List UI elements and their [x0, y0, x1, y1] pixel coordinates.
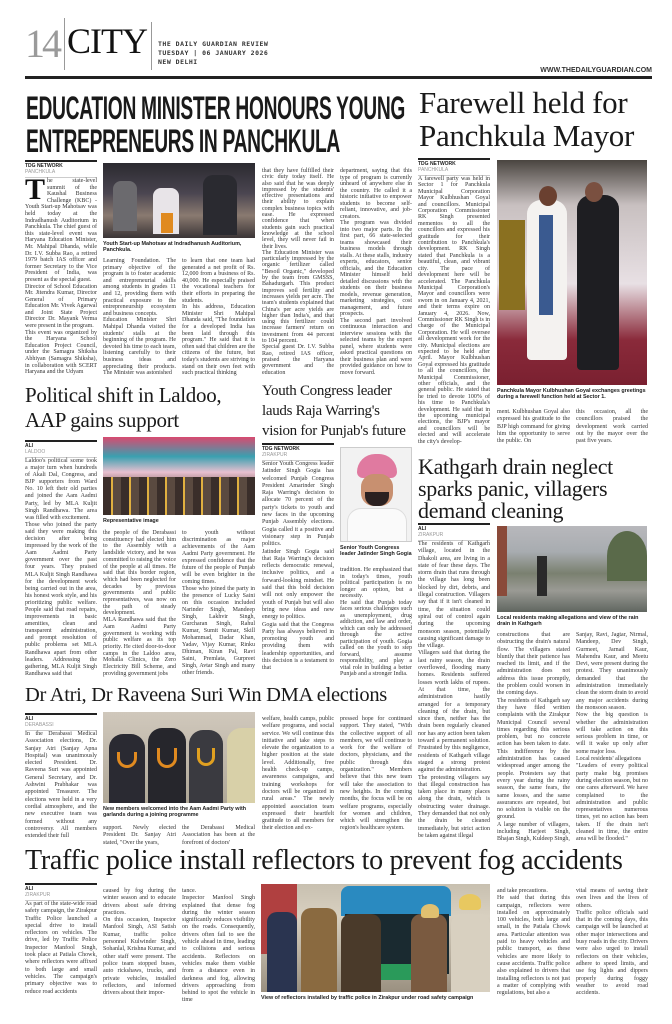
byline-rule [25, 713, 97, 715]
byline-author: ALI [25, 716, 34, 722]
youth-col-1: Senior Youth Congress leader Jatinder Singh Gogia has welcomed Punjab Congress President Amarinder Singh Raja Warring's decision to allocate 70 percent of the party's tickets to youth and new faces in the upcoming Punjab Assembly elections. Gogia called it a positive and visionary step in Punjab politics. Jatinder Singh Gogia said that Raja Warring's decision reflects democratic renewal, inclusive politics, and a forward-looking mindset. He said that this bold decision will not only empower the youth of Punjab but will also bring new ideas and new energy to politics. Gogia said that the Congress Party has always believed in promoting youth and providing them with leadership opportunities, and this decision is a testament to that [262, 461, 334, 672]
farewell-headline [419, 86, 634, 152]
youth-byline [262, 446, 334, 461]
section-title: CITY [67, 21, 147, 61]
byline-rule [418, 523, 490, 525]
farewell-byline [418, 161, 490, 176]
byline-location: DERABASSI [25, 722, 97, 731]
byline-location: ZIRAKPUR [262, 452, 334, 461]
byline-location: ZIRAKPUR [418, 532, 490, 541]
header-rule [25, 76, 652, 79]
dma-col-1: In the Derabassi Medical Association elections, Dr. Sanjay Atri (Sanjay Apna Hospital) was unanimously elected President. Dr. Raveena Suri was appointed General Secretary, and Dr. Ashwini Prabhakar was appointed Treasurer. The elections were held in a very cordial atmosphere, and the new executive team was formed without any controversy. All members extended their full [25, 731, 97, 840]
byline-location: LALDOO [25, 449, 97, 458]
website-link[interactable]: WWW.THEDAILYGUARDIAN.COM [540, 67, 652, 74]
page-number: 14 [25, 21, 59, 66]
headline-line: AAP gains support [25, 408, 179, 432]
laldoo-caption: Representative image [103, 518, 159, 524]
headline-line: lauds Raja Warring's [262, 403, 380, 419]
dma-col-4: welfare, health camps, public welfare programs, and social service. We will continue this initiative and take steps to elevate the organization to a higher position at the state level. Additionally, free health check-up camps, awareness campaigns, and training workshops for doctors will be organized in rural areas." The newly appointed association team expressed their heartfelt gratitude to all members for their election and ex- [262, 716, 334, 832]
paper-name: THE DAILY GUARDIAN REVIEW [158, 40, 269, 48]
education-photo [103, 163, 255, 238]
byline-author: TDG NETWORK [25, 163, 63, 169]
byline-rule [262, 443, 334, 445]
kathgarh-caption: Local residents making allegations and view of the rain drain in Kathgarh [497, 615, 639, 628]
kathgarh-col-1: The residents of Kathgarh village, located in the Dhakoli area, are living in a state of fear these days. The storm drain that runs through the village has long been blocked by dirt, debris, and illegal construction. Villagers say that if it isn't cleaned in time, the situation could spiral out of control again during the upcoming monsoon season, potentially causing significant damage to the village. Villagers said that during the last rainy season, the drain overflowed, flooding many homes. Residents suffered losses worth lakhs of rupees. At that time, the administration hastily arranged for a temporary cleaning of the drain, but since then, neither has the drain been regularly cleaned nor has any action been taken toward a permanent solution. Frustrated by this negligence, residents of Kathgarh village staged a strong protest against the administration. The protesting villagers say that illegal construction has taken place in many places along the drain, which is obstructing water drainage. They demanded that not only the drain be cleaned immediately, but strict action be taken against illegal [418, 541, 490, 839]
kathgarh-col-2: constructions that are obstructing the drain's natural flow. The villagers stated bluntly that their patience has reached its limit, and if the administration does not address this issue promptly, the problem could worsen in the coming days. The residents of Kathgarh say they have filed written complaints with the Zirakpur Municipal Council several times regarding this serious problem, but no concrete action has been taken to date. This indifference by the administration has caused widespread anger among the people. Protesters say that every year during the rainy season, the same fears, the same losses, and the same assurances are repeated, but no solution is visible on the ground. A large number of villagers, including Harjeet Singh, Bhajan Singh, Kuldeep Singh, [497, 632, 570, 843]
education-headline [26, 92, 405, 158]
laldoo-col-3: to youth without discrimination as major achievements of the Aam Aadmi Party government. He expressed confidence that the future of the people of Punjab will be even brighter in the coming times. Those who joined the party in the presence of Lucky Saini on this occasion included Narinder Singh, Mandeep Singh, Lakhvir Singh, Gurcharan Singh, Rahul Kumar, Sumit Kumar, Skill Mohammad, Dadar Khan, Yadav, Vijay Kumar, Rinku Dhiman, Kiran Pal, Ravi Saini, Premlata, Gurpreet Singh, Avtar Singh and many other friends. [182, 530, 255, 676]
traffic-byline [25, 886, 97, 901]
education-col-3: to learn that one team had generated a net profit of Rs. 12,000 from a business of Rs. 40,000. He especially praised the vocational teachers for their efforts in preparing the students. In his address, Education Minister Shri Mahipal Dhanda said, "The foundation for a developed India has been laid through this program." He said that it is often said that children are the citizens of the future, but today's students are striving to stand on their own feet with such practical thinking [182, 258, 255, 377]
laldoo-col-1: Laldoo's political scene took a major turn when hundreds of Akali Dal, Congress, and BJP supporters from Ward No. 10 left their old parties and joined the Aam Aadmi Party, led by MLA Kuljit Singh Randhawa. The area was filled with excitement. Those who joined the party said they were making this decision after being impressed by the work of the Aam Aadmi Party government over the past four years. They praised MLA Kuljit Singh Randhawa for the development work being carried out in the area, his honest work style, and his prioritizing public welfare. People said that road repairs, improvements in basic amenities, clean and transparent administration, and prompt resolution of public problems set MLA Randhawa apart from other leaders. Addressing the gathering, MLA Kuljit Singh Randhawa said that [25, 458, 97, 677]
byline-rule [418, 158, 490, 160]
headline-line: Panchkula Mayor [419, 118, 635, 153]
youth-photo [340, 447, 412, 542]
farewell-photo [497, 160, 647, 385]
farewell-col-3: this occasion, all the councillors praised the development work carried out by the mayor over the past five years. [576, 409, 648, 445]
dma-col-2: support. Newly elected President Dr. Sanjay Atri stated, "Over the years, [103, 825, 176, 846]
farewell-caption: Panchkula Mayor Kulbhushan Goyal exchanges greetings during a farewell function held at Sector 1. [497, 388, 646, 401]
byline-author: TDG NETWORK [418, 161, 456, 167]
edition-city: NEW DELHI [158, 58, 198, 66]
headline-line: EDUCATION MINISTER HONOURS YOUNG [26, 90, 406, 126]
traffic-col-5: vital means of saving their own lives and the lives of others. Traffic police officials said that in the coming days, this campaign will be launched at other major intersections and busy roads in the city. Drivers were also urged to install reflectors on their vehicles, adhere to speed limits, and use fog lights and dippers properly during foggy weather to avoid road accidents. [576, 888, 648, 997]
byline-author: ALI [25, 443, 34, 449]
masthead-divider [151, 22, 152, 70]
dma-col-3: the Derabassi Medical Association has been at the forefront of doctors' [182, 825, 255, 846]
youth-col-2: tradition. He emphasized that in today's times, youth political participation is no longer an option, but a necessity. He said that Punjab today faces serious challenges such as unemployment, drug addiction, and law and order, which can only be addressed through the active participation of youth. Gogia called on the youth to step forward, assume responsibility, and play a vital role in building a better Punjab and a stronger India. [340, 567, 412, 677]
byline-location: PANCHKULA [25, 169, 97, 178]
youth-headline [262, 381, 406, 441]
youth-caption: Senior Youth Congress leader Jatinder Singh Gogia [340, 545, 412, 558]
dma-caption: New members welcomed into the Aam Aadmi Party with garlands during a joining programme [103, 806, 247, 819]
education-col-4: that they have fulfilled their civic duty today itself. He also said that he was deeply impressed by the students' effective presentations and their ability to explain complex business topics with ease. He expressed confidence that when students gain such practical knowledge at the school level, they will never fail in their lives. The Education Minister was particularly impressed by the organic fertilizer called "Besoil Organic," developed by the team from GMSSS, Bahadurgarh. This product improves soil fertility and increases yields per acre. The team's students explained that China's per acre yields are higher than India's, and that using this fertilizer could increase farmers' return on investment from 44 percent to 104 percent. Special guest Dr. I.V. Subba Rao, retired IAS officer, praised the Haryana government and the education [262, 168, 334, 376]
headline-line: sparks panic, villagers [418, 476, 608, 501]
article-text: he state-level summit of the Kaushal Business Challenge (KBC) - Youth Start-up Mahotsav was held today at the Indradhanush Auditorium in Panchkula. The chief guest of this state-level event was Haryana Education Minister, Mr. Mahipal Dhanda, while Dr. I.V. Subba Rao, a retired 1979 batch IAS officer and former Secretary to the Vice President of India, was present as the special guest. Director of School Education Mr. Jitendra Kumar, Director General of Primary Education Mr. Vivek Agarwal and Joint State Project Director Dr. Mayank Verma were present in the program. This event was organized by the Haryana School Education Project Council, under the Samagra Shiksha Abhiyan (Samagra Shiksha), in collaboration with SCERT Haryana and the Udyam [25, 178, 97, 376]
byline-rule [25, 440, 97, 442]
masthead-info [158, 40, 268, 67]
traffic-col-3: tance. Inspector Manfool Singh explained that dense fog during the winter season significantly reduces visibility on the roads. Consequently, drivers often fail to see the vehicle ahead in time, leading to collisions and serious accidents. Reflectors on vehicles make them visible from a distance even in darkness and fog, allowing drivers approaching from behind to spot the vehicle in time [182, 888, 255, 1004]
farewell-col-1: A farewell party was held in Sector 1 for Panchkula Municipal Corporation Mayor Kulbhushan Goyal and councillors. Municipal Corporation Commissioner RK Singh presented mementos to all the councillors and expressed his gratitude for their contribution to Panchkula's development. RK Singh stated that Panchkula is a beautiful, clean, and vibrant city. The pace of development here will be accelerated. The Panchkula Municipal Corporation's Mayor and councillors were sworn in on January 4, 2021, and their terms expire on January 4, 2026. Now, Commissioner RK Singh is in charge of the Municipal Corporation. He will oversee all development work for the city. Municipal elections are expected to be held after April. Mayor Kulbhushan Goyal expressed his gratitude to all the councillors, the Municipal Commissioner, other officials, and the general public. He stated that he tried to devote 100% of his time to Panchkula's development. He said that in the upcoming municipal elections, the BJP's mayor and councillors will be elected and will accelerate the city's develop- [418, 176, 491, 445]
kathgarh-byline [418, 526, 490, 541]
kathgarh-headline [418, 456, 613, 522]
traffic-col-1: As part of the state-wide road safety campaign, the Zirakpur Traffic Police launched a special drive to install reflectors on vehicles. The drive, led by Traffic Police Inspector Manfool Singh, took place at Patiala Chowk, where reflectors were affixed to both large and small vehicles. The campaign's primary objective was to reduce road accidents [25, 901, 97, 995]
drop-cap: T [25, 173, 46, 206]
education-col-2: Learning Foundation. The primary objective of the program is to foster academic and entrepreneurial skills among students in grades 11 and 12, providing them with practical exposure to the entrepreneurship ecosystem and business concepts. Education Minister Shri Mahipal Dhanda visited the students' stalls at the beginning of the program. He devoted his time to each team, listening carefully to their business ideas and appreciating their products. The Minister was astonished [103, 258, 176, 377]
issue-date: TUESDAY | 06 JANUARY 2026 [158, 49, 269, 57]
farewell-col-2: ment. Kulbhushan Goyal also expressed his gratitude to the BJP high command for giving him the opportunity to serve the public. On [497, 409, 570, 445]
byline-author: ALI [25, 886, 34, 892]
education-col-5: department, saying that this type of program is currently unheard of anywhere else in the country. He called it a historic initiative to empower students to become self-reliant, innovative, and job-creators. The program was divided into two major parts. In the first part, 66 state-selected teams showcased their business models through stalls. At these stalls, industry experts, educators, senior officials, and the Education Minister himself held detailed discussions with the students on their business models, revenue generation, marketing strategies, cost management, and future prospects. The second part involved continuous interaction and interview sessions with the selected teams by the expert panel, where students were asked practical questions on their business plan and were provided guidance on how to move forward. [340, 168, 412, 376]
byline-author: ALI [418, 526, 427, 532]
dma-photo [103, 712, 255, 803]
byline-rule [25, 160, 97, 162]
headline-line: Political shift in Laldoo, [25, 383, 222, 407]
traffic-caption: View of reflectors installed by traffic police in Zirakpur under road safety campaign [261, 995, 474, 1001]
dma-headline: Dr Atri, Dr Raveena Suri Win DMA elections [25, 684, 387, 706]
headline-line: Kathgarh drain neglect [418, 454, 613, 479]
dma-byline [25, 716, 97, 731]
laldoo-headline [25, 383, 221, 433]
byline-location: ZIRAKPUR [25, 892, 97, 901]
byline-rule [25, 883, 97, 885]
headline-line: ENTREPRENEURS IN PANCHKULA [26, 123, 340, 159]
kathgarh-photo [497, 526, 647, 612]
education-col-1 [25, 173, 97, 378]
kathgarh-col-3: Sanjay, Ravi, Jagtar, Nirmal, Mandeep, Dev Singh, Gurmeet, Jarnail Kaur, Mahendra Kaur, and Meetu Devi, were present during the protest. They unanimously demanded that the administration immediately clean the storm drain to avoid any major accidents during the monsoon season. Now the big question is whether the administration will take action on this serious problem in time, or will it wake up only after some major loss. Local residents' allegations "Leaders of every political party make big promises during election season, but no one cares afterward. We have complained to the administration and public representatives numerous times, yet no action has been taken. If the drain isn't cleaned in time, the entire area will be flooded." [576, 632, 648, 843]
laldoo-col-2: the people of the Derabassi constituency had elected him to the Assembly with a landslide victory, and he was committed to raising the voice of the people at all times. He said that this border region, which had been neglected for decades by previous governments and public representatives, was now on the path of steady development. MLA Randhawa said that the Aam Aadmi Party government is working with public welfare as its top priority. He cited door-to-door camps in the Laldoo area, Mohalla Clinics, the Zero Electricity Bill Scheme, and providing government jobs [103, 530, 176, 677]
traffic-headline: Traffic police install reflectors to prevent fog accidents [25, 845, 623, 876]
byline-location: PANCHKULA [418, 167, 490, 176]
headline-line: Farewell held for [419, 85, 628, 120]
traffic-photo [261, 884, 490, 992]
headline-line: vision for Punjab's future [262, 423, 406, 439]
masthead-divider [64, 18, 65, 70]
headline-line: Youth Congress leader [262, 383, 392, 399]
education-caption: Youth Start-up Mahotsav at Indradhanush Auditorium, Panchkula. [103, 241, 242, 254]
traffic-col-2: caused by fog during the winter season and to educate drivers about safe driving practices. On this occasion, Inspector Manfool Singh, ASI Satish Kumar, traffic police personnel Kulwinder Singh, Sohanlal, Krishna Kumar, and other staff were present. The police team stopped buses, auto rickshaws, trucks, and private vehicles, installed reflectors, and informed drivers about their impor- [103, 888, 176, 997]
traffic-col-4: and take precautions. He said that during this campaign, reflectors were installed on approximately 100 vehicles, both large and small, in the Patiala Chowk area. Particular attention was paid to heavy vehicles and public transport, as these vehicles are more likely to cause accidents. Traffic police also explained to drivers that installing reflectors is not just a matter of complying with regulations, but also a [497, 888, 570, 997]
laldoo-byline [25, 443, 97, 458]
dma-col-5: pressed hope for continued support. They stated, "With the collective support of all members, we will continue to work for the welfare of doctors, physicians, and the public through this organization." Members believe that this new team will take the association to new heights. In the coming months, the focus will be on welfare programs, especially for women and children, which will strengthen the region's healthcare system. [340, 716, 412, 832]
laldoo-photo [103, 437, 255, 515]
byline-author: TDG NETWORK [262, 446, 300, 452]
headline-line: demand cleaning [418, 498, 564, 523]
